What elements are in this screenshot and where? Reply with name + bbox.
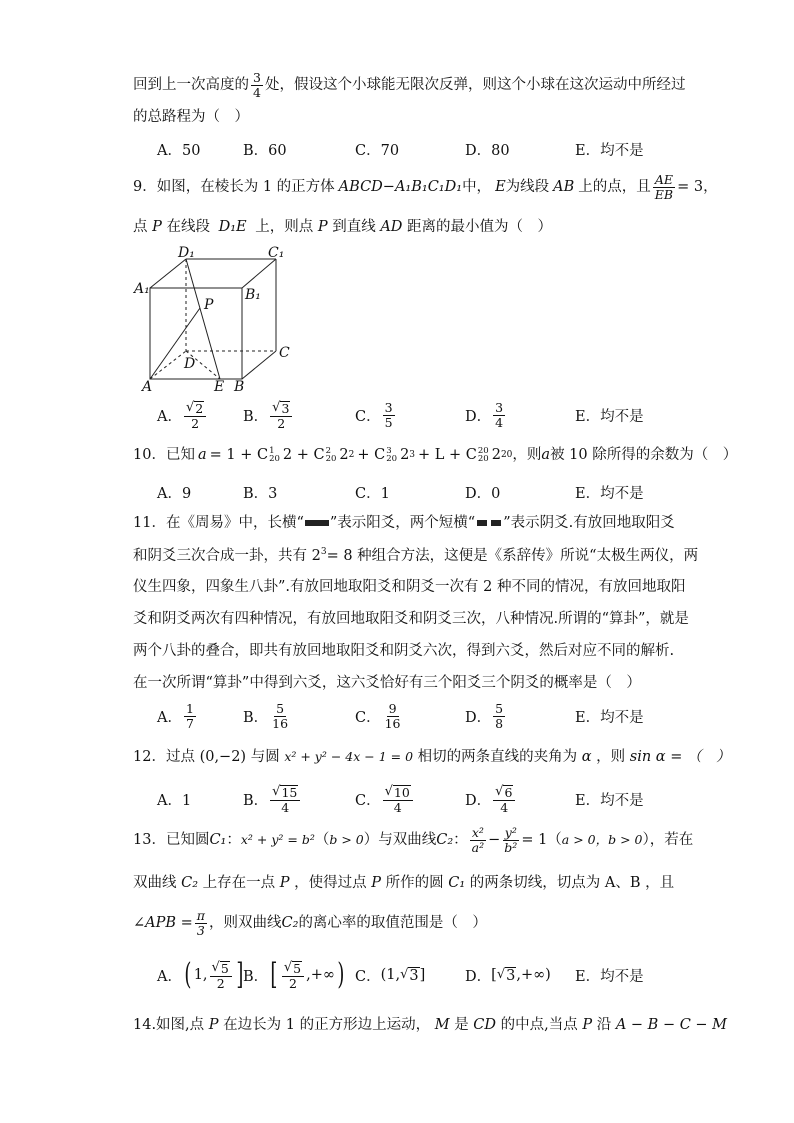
q14-text-c: 是 <box>454 1017 469 1033</box>
q12-d-den: 4 <box>500 799 509 815</box>
q9-segment-ab: AB <box>553 178 575 195</box>
q11-option-a[interactable] <box>157 698 198 734</box>
q13-eq2: = 1（ <box>521 831 562 848</box>
q11-c-den: 16 <box>384 715 401 731</box>
q13-hnum2: y² <box>504 825 517 841</box>
q9-option-e[interactable]: E．均不是 <box>575 408 644 425</box>
q13-d-rad: 3 <box>506 967 516 984</box>
q9-point-p: P <box>152 219 162 235</box>
q11-c-num: 9 <box>388 701 397 717</box>
q10-var-a: a <box>197 446 207 463</box>
q11-option-d[interactable] <box>465 698 507 734</box>
label-d1: D₁ <box>178 245 195 261</box>
q11-a-num: 1 <box>185 701 194 717</box>
q13-b-right: ) <box>337 957 345 992</box>
q9-fraction <box>653 173 675 200</box>
q12-sin: sin α = （ ） <box>629 749 731 765</box>
q10-line1 <box>133 440 737 470</box>
q9-b-rad: 3 <box>281 401 290 417</box>
q10-t4-sup: 3 <box>409 449 416 460</box>
q13-l2-c1: C₁ <box>448 875 466 891</box>
q11-d-num: 5 <box>495 701 504 717</box>
q13-c-right: ] <box>419 967 426 983</box>
q13-c-text: (1, <box>380 967 401 983</box>
q13-pden: 3 <box>196 922 205 938</box>
q13-b-tail: ,+∞ <box>306 967 335 983</box>
yin-line-icon-2 <box>491 520 501 526</box>
label-b: B <box>234 379 245 395</box>
q10-text-c: 被 10 除所得的余数为（ ） <box>550 446 738 463</box>
label-c: C <box>279 345 290 361</box>
q9-line-ad: AD <box>380 219 403 235</box>
q12-point: (0,−2) <box>199 749 247 765</box>
q13-a-left: ( <box>184 957 192 992</box>
q8-line2: 的总路程为（ ） <box>133 109 249 125</box>
q12-option-c[interactable]: C． √ 10 4 <box>355 781 415 817</box>
q10-option-d[interactable]: D．0 <box>465 485 501 502</box>
edge-b1c1 <box>242 259 276 288</box>
q12-option-e[interactable]: E．均不是 <box>575 792 644 809</box>
q13-cond1: b > 0 <box>329 831 364 847</box>
q9-d-label: D． <box>465 408 492 425</box>
q9-text-d: 上的点，且 <box>578 178 651 195</box>
q10-c1-sub: 20 <box>269 454 280 464</box>
q12-c-rad: 10 <box>393 785 410 801</box>
edge-a1d1 <box>150 259 186 288</box>
q10-options <box>157 474 757 510</box>
q10-expr-start: = 1 + C <box>209 446 269 463</box>
q9-eq: = 3， <box>677 178 718 195</box>
q13-option-b[interactable]: B． [ √ 5 2 ,+∞ ) <box>243 957 345 992</box>
q10-c1-sup: 1 <box>269 445 275 456</box>
q13-option-c[interactable]: C． (1, √ 3 ] <box>355 966 426 985</box>
q9-l2-b: 在线段 <box>166 219 210 235</box>
q9-dash: − <box>382 178 395 195</box>
q13-a-rad: 5 <box>220 961 229 977</box>
q13-b-label: B． <box>243 968 269 985</box>
q14-text-e: 沿 <box>596 1017 612 1033</box>
q12-text-c: 相切的两条直线的夹角为 <box>417 749 578 765</box>
q13-d-tail: ,+∞) <box>516 967 551 983</box>
q10-var-a2: a <box>541 446 551 463</box>
q11-b-den: 16 <box>272 715 289 731</box>
q13-hden2: b² <box>504 839 518 855</box>
q13-l2-c: ，使得过点 <box>294 875 367 891</box>
q9-option-d[interactable] <box>465 397 507 433</box>
q13-l3-c2: C₂ <box>281 914 299 931</box>
q13-hden1: a² <box>471 839 485 855</box>
q13-line3 <box>133 908 487 938</box>
q10-t2-sup: 2 <box>348 449 355 460</box>
q9-option-a[interactable]: A． √ 2 2 <box>157 397 208 433</box>
q10-t6: 2 <box>491 446 501 463</box>
q13-l2-b: 上存在一点 <box>202 875 276 891</box>
label-a: A <box>142 379 153 395</box>
q9-a-den: 2 <box>191 415 200 431</box>
q13-b-left: [ <box>270 957 278 992</box>
yin-line-icon-1 <box>477 520 487 526</box>
q9-text-c: 为线段 <box>505 178 550 195</box>
q13-l2-B: B <box>629 875 641 891</box>
q8-text-a: 回到上一次高度的 <box>133 76 249 93</box>
label-a1: A₁ <box>134 281 150 297</box>
q13-l3-a: ，则双曲线 <box>209 914 282 931</box>
q13-a-right: ] <box>236 957 244 992</box>
q12-circle-eq: x² + y² − 4x − 1 = 0 <box>284 749 414 764</box>
q12-b-label: B． <box>243 792 269 809</box>
q9-l2-c: 上，则点 <box>255 219 314 235</box>
q14-cd: CD <box>473 1017 497 1033</box>
q14-p: P <box>208 1017 219 1033</box>
q11-line6: 在一次所谓“算卦”中得到六爻，这六爻恰好有三个阳爻三个阴爻的概率是（ ） <box>133 675 641 691</box>
edge-bc <box>242 351 276 379</box>
q13-l3-b: 的离心率的取值范围是（ ） <box>298 914 487 931</box>
q11-l2-a: 和阴爻三次合成一卦，共有 2 <box>133 548 321 564</box>
q13-d-text: [ <box>491 967 497 983</box>
q10-option-e[interactable]: E．均不是 <box>575 485 644 502</box>
cube-front-face <box>150 288 242 379</box>
q13-text-c: （ <box>314 831 330 848</box>
q9-l2-d: 到直线 <box>332 219 376 235</box>
q9-c-num: 3 <box>384 400 393 416</box>
q12-options <box>157 781 757 817</box>
q11-l2-b: = 8 种组合方法，这便是《系辞传》所说“太极生两仪，两 <box>326 548 699 564</box>
q13-l2-d: 所作的圆 <box>385 875 444 891</box>
label-p: P <box>204 297 214 313</box>
q8-option-d[interactable]: D．80 <box>465 142 510 159</box>
q9-cube-name2: A₁B₁C₁D₁ <box>394 178 463 195</box>
q13-line1 <box>133 825 693 855</box>
q10-c3-sub: 20 <box>386 454 398 464</box>
q14-line1 <box>133 1018 727 1033</box>
q13-pnum: π <box>196 908 206 924</box>
q12-option-b[interactable]: B． √ 15 4 <box>243 781 302 817</box>
q13-c1: C₁ <box>209 831 227 848</box>
q11-option-c[interactable] <box>355 698 405 734</box>
label-b1: B₁ <box>245 287 261 303</box>
q13-c-label: C． <box>355 968 381 985</box>
q11-c-label: C． <box>355 709 381 726</box>
q9-cube-name: ABCD <box>338 178 383 195</box>
q11-line2 <box>133 548 698 564</box>
q9-a-label: A． <box>157 408 182 425</box>
q10-t1: 2 + C <box>282 446 325 463</box>
q8-option-a[interactable]: A．50 <box>157 142 201 159</box>
q11-line5: 两个八卦的叠合，即共有放回地取阳爻和阴爻六次，得到六爻，然后对应不同的解析. <box>133 643 675 659</box>
q14-m: M <box>434 1017 450 1033</box>
q13-l2-a: 双曲线 <box>133 875 177 891</box>
q9-options <box>157 397 757 433</box>
q13-line2 <box>133 876 674 891</box>
q12-b-den: 4 <box>281 799 290 815</box>
q11-d-label: D． <box>465 709 492 726</box>
q9-l2-a: 点 <box>133 219 148 235</box>
q14-path: A − B − C − M <box>615 1017 728 1033</box>
q10-t2: 2 <box>339 446 349 463</box>
q13-a-label: A． <box>157 968 182 985</box>
q13-text-e: ： <box>453 831 468 848</box>
q13-l2-c2: C₂ <box>181 875 199 891</box>
label-c1: C₁ <box>268 245 285 261</box>
q11-option-e[interactable]: E．均不是 <box>575 709 644 726</box>
q14-text-b: 在边长为 1 的正方形边上运动， <box>223 1017 431 1033</box>
q10-option-c[interactable]: C．1 <box>355 485 390 502</box>
q10-text-b: ，则 <box>512 446 542 463</box>
q13-text-d: ）与双曲线 <box>363 831 437 848</box>
q13-c-rad: 3 <box>409 967 419 984</box>
q10-text-a: 10．已知 <box>133 446 195 463</box>
q12-text-a: 12．过点 <box>133 749 195 765</box>
q13-option-a[interactable]: A． ( 1, √ 5 2 ] <box>157 957 244 992</box>
q13-cond2: a > 0，b > 0 <box>561 831 643 847</box>
q12-text-d: ，则 <box>596 749 626 765</box>
q9-text-a: 9．如图，在棱长为 1 的正方体 <box>133 178 335 195</box>
q13-l2-e: 的两条切线，切点为 <box>469 875 601 891</box>
q8-option-c[interactable]: C．70 <box>355 142 400 159</box>
q9-option-b[interactable]: B． √ 3 2 <box>243 397 294 433</box>
q13-b-den: 2 <box>289 975 297 991</box>
q9-b-label: B． <box>243 408 269 425</box>
q8-option-b[interactable]: B．60 <box>243 142 287 159</box>
q11-l1-c: ”表示阴爻.有放回地取阳爻 <box>503 515 675 531</box>
label-d: D <box>184 356 196 372</box>
q9-segment-d1e: D₁E <box>218 219 247 235</box>
q12-c-label: C． <box>355 792 381 809</box>
q9-a-rad: 2 <box>195 401 204 417</box>
q11-l2-sup: 3 <box>320 547 327 557</box>
q12-line1 <box>133 750 730 765</box>
q10-c2-sup: 2 <box>325 445 331 456</box>
q12-alpha: α <box>581 749 592 765</box>
q13-text-a: 13．已知圆 <box>133 831 210 848</box>
q8-frac-num: 3 <box>253 70 261 86</box>
q12-option-a[interactable]: A．1 <box>157 792 192 809</box>
q13-a-den: 2 <box>216 975 225 991</box>
q13-l2-p: P <box>279 875 290 891</box>
q12-d-rad: 6 <box>504 785 513 801</box>
q12-b-rad: 15 <box>281 785 298 801</box>
q11-b-label: B． <box>243 709 269 726</box>
q13-minus: − <box>488 831 501 848</box>
q10-t4: 2 <box>400 446 410 463</box>
q9-point-p2: P <box>317 219 328 235</box>
label-e: E <box>214 379 225 395</box>
q9-point-e: E <box>495 178 506 195</box>
q11-d-den: 8 <box>495 715 504 731</box>
q8-fraction <box>251 71 263 98</box>
q12-d-label: D． <box>465 792 492 809</box>
q14-p2: P <box>582 1017 593 1033</box>
q10-option-b[interactable]: B．3 <box>243 485 278 502</box>
q10-c4-sub: 20 <box>477 454 489 464</box>
q11-a-label: A． <box>157 709 182 726</box>
q13-l2-f: ，且 <box>645 875 675 891</box>
q9-frac-num: AE <box>654 172 674 188</box>
q9-c-den: 5 <box>384 414 393 430</box>
q10-c4-sup: 20 <box>477 445 489 456</box>
q10-option-a[interactable]: A．9 <box>157 485 192 502</box>
q13-text-b: ： <box>226 831 241 848</box>
q8-line1 <box>133 70 685 100</box>
q12-text-b: 与圆 <box>250 749 280 765</box>
q12-option-d[interactable]: D． √ 6 4 <box>465 781 517 817</box>
q11-a-den: 7 <box>185 715 194 731</box>
q8-text-b: 处，假设这个小球能无限次反弹，则这个小球在这次运动中所经过 <box>264 76 686 93</box>
q8-options <box>157 131 757 167</box>
q9-line1 <box>133 172 718 202</box>
q13-d-label: D． <box>465 968 492 985</box>
q9-c-label: C． <box>355 408 381 425</box>
q10-c2-sub: 20 <box>325 454 337 464</box>
q13-text-f: ），若在 <box>642 831 694 848</box>
q11-b-num: 5 <box>276 701 285 717</box>
q10-c3-sup: 3 <box>386 445 392 456</box>
q13-option-d[interactable]: D． [ √ 3 ,+∞) <box>465 966 551 985</box>
q10-t6-sup: 20 <box>500 449 513 460</box>
q13-b-rad: 5 <box>293 961 302 977</box>
q13-a-one: 1, <box>193 967 208 983</box>
q11-line3: 仪生四象，四象生八卦”.有放回地取阳爻和阴爻一次有 2 种不同的情况，有放回地取阳 <box>133 579 686 595</box>
q9-l2-e: 距离的最小值为（ ） <box>407 219 553 235</box>
q11-l1-a: 11．在《周易》中，长横“ <box>133 515 304 531</box>
q10-t3: + C <box>357 446 386 463</box>
q9-b-den: 2 <box>277 415 286 431</box>
q11-options <box>157 698 757 734</box>
q9-option-c[interactable] <box>355 397 397 433</box>
q13-l2-sep: 、 <box>615 875 630 891</box>
q14-text-a: 14.如图,点 <box>133 1017 205 1033</box>
q13-c2: C₂ <box>436 831 454 848</box>
q13-eq1: x² + y² = b² <box>240 831 315 847</box>
q8-frac-den: 4 <box>253 84 261 100</box>
q13-options <box>157 957 757 993</box>
q11-line4: 爻和阴爻两次有四种情况，有放回地取阳爻和阴爻三次，八种情况.所谓的“算卦”，就是 <box>133 611 689 627</box>
q9-frac-den: EB <box>654 186 674 202</box>
q9-line2 <box>133 220 552 235</box>
q11-l1-b: ”表示阳爻，两个短横“ <box>329 515 476 531</box>
q9-d-den: 4 <box>495 414 504 430</box>
q13-option-e[interactable]: E．均不是 <box>575 968 644 985</box>
yang-line-icon <box>305 520 329 526</box>
q10-t5: + L + C <box>418 446 477 463</box>
q13-l2-p2: P <box>371 875 381 891</box>
q13-l2-A: A <box>604 875 616 891</box>
q9-text-b: 中， <box>462 178 492 195</box>
q13-hnum1: x² <box>471 825 484 841</box>
q12-c-den: 4 <box>393 799 402 815</box>
q9-d-num: 3 <box>495 400 504 416</box>
q13-angle: ∠APB = <box>133 914 193 931</box>
q11-option-b[interactable] <box>243 698 292 734</box>
q11-line1 <box>133 516 675 531</box>
edge-ad-hidden <box>150 351 186 379</box>
q8-option-e[interactable]: E．均不是 <box>575 142 644 159</box>
q9-cube-figure <box>128 245 298 395</box>
q14-text-d: 的中点,当点 <box>500 1017 578 1033</box>
